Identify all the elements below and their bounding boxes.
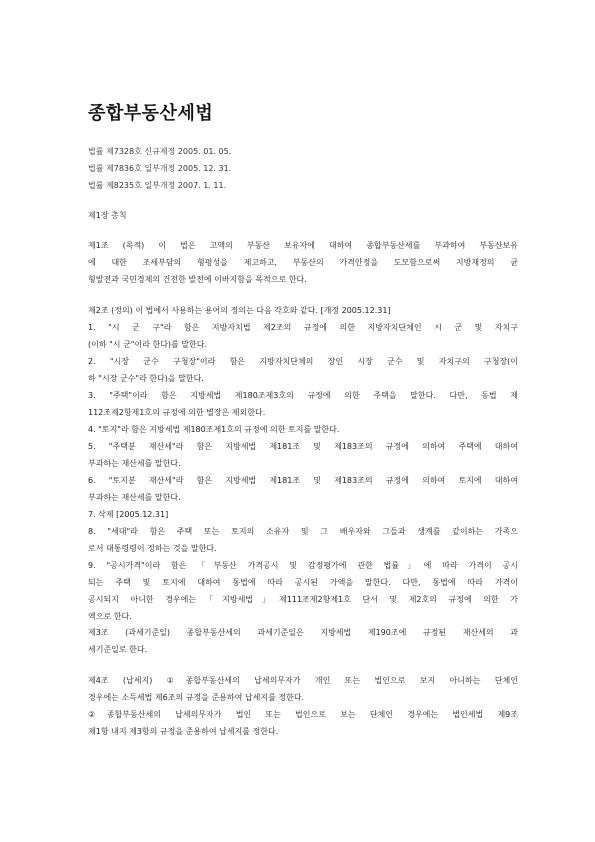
text-line: 9. "공시가격"이라 함은 「부동산 가격공시 및 감정평가에 관한 법률」에 따라 가격이 공시 bbox=[88, 561, 518, 570]
text-line: 7. 삭제 [2005.12.31] bbox=[88, 510, 169, 519]
text-line: 2. "시장 군수 구청장"이라 함은 지방자치단체의 장인 시장 군수 및 자치구의 구청장(이 bbox=[88, 357, 518, 366]
text-line: (이하 "시 군"이라 한다)를 말한다. bbox=[88, 340, 208, 349]
text-line: 112조제2항제1호의 규정에 의한 별장은 제외한다. bbox=[88, 408, 266, 417]
text-line: 에 대한 조세부담의 형평성을 제고하고, 부동산의 가격안정을 도모함으로써 지방재정의 균 bbox=[88, 258, 518, 267]
text-line: 로서 대통령령이 정하는 것을 말한다. bbox=[88, 544, 217, 553]
text-line: ②종합부동산세의 납세의무자가 법인 또는 법인으로 보는 단체인 경우에는 법인세법 제9조 bbox=[88, 710, 518, 719]
article-1-purpose bbox=[88, 237, 518, 288]
text-line: 액으로 한다. bbox=[88, 612, 132, 621]
chapter-heading: 제1장 총칙 bbox=[88, 211, 127, 220]
article-3-assessment-date bbox=[88, 624, 518, 658]
article-2-definitions bbox=[88, 302, 518, 625]
text-line: 세기준일로 한다. bbox=[88, 645, 148, 654]
amendment-history bbox=[88, 143, 231, 194]
history-line: 법률 제7836호 일부개정 2005. 12. 31. bbox=[88, 164, 232, 173]
text-line: 5. "주택분 재산세"라 함은 지방세법 제181조 및 제183조의 규정에 의하여 주택에 대하여 bbox=[88, 442, 518, 451]
text-line: 하 "시장 군수"라 한다)을 말한다. bbox=[88, 374, 204, 383]
law-title: 종합부동산세법 bbox=[88, 103, 214, 124]
text-line: 되는 주택 및 토지에 대하여 동법에 따라 공시된 가액을 말한다. 다만, 동법에 따라 가격이 bbox=[88, 578, 518, 587]
text-line: 제2조 (정의) 이 법에서 사용하는 용어의 정의는 다음 각호와 같다. [개정 2005.12.31] bbox=[88, 306, 391, 315]
history-line: 법률 제8235호 일부개정 2007. 1. 11. bbox=[88, 181, 227, 190]
history-line: 법률 제7328호 신규제정 2005. 01. 05. bbox=[88, 147, 232, 156]
text-line: 경우에는 소득세법 제6조의 규정을 준용하여 납세지를 정한다. bbox=[88, 693, 305, 702]
text-line: 공시되지 아니한 경우에는「지방세법」제111조제2항제1호 단서 및 제2호의 규정에 의한 가 bbox=[88, 595, 518, 604]
text-line: 제1항 내지 제3항의 규정을 준용하여 납세지를 정한다. bbox=[88, 727, 279, 736]
text-line: 3. "주택"이라 함은 지방세법 제180조제3호의 규정에 의한 주택을 말한다. 다만, 동법 제 bbox=[88, 391, 518, 400]
text-line: 형발전과 국민경제의 건전한 발전에 이바지함을 목적으로 한다. bbox=[88, 275, 307, 284]
text-line: 제1조 (목적) 이 법은 고액의 부동산 보유자에 대하여 종합부동산세를 부과하여 부동산보유 bbox=[88, 241, 518, 250]
text-line: 부과하는 재산세를 말한다. bbox=[88, 493, 181, 502]
text-line: 1. "시 군 구"라 함은 지방자치법 제2조의 규정에 의한 지방자치단체인 시 군 및 자치구 bbox=[88, 323, 518, 332]
text-line: 6. "토지분 재산세"라 함은 지방세법 제181조 및 제183조의 규정에 의하여 토지에 대하여 bbox=[88, 476, 518, 485]
text-line: 제3조 (과세기준일) 종합부동산세의 과세기준일은 지방세법 제190조에 규정된 재산세의 과 bbox=[88, 628, 518, 637]
text-line: 8. "세대"라 함은 주택 또는 토지의 소유자 및 그 배우자와 그들과 생계를 같이하는 가족으 bbox=[88, 527, 518, 536]
text-line: 부과하는 재산세를 말한다. bbox=[88, 459, 181, 468]
text-line: 4. "토지"라 함은 지방세법 제180조제1호의 규정에 의한 토지를 말한다. bbox=[88, 425, 340, 434]
text-line: 제4조 (납세지) ①종합부동산세의 납세의무자가 개인 또는 법인으로 보지 아니하는 단체인 bbox=[88, 676, 518, 685]
article-4-tax-place bbox=[88, 672, 518, 740]
